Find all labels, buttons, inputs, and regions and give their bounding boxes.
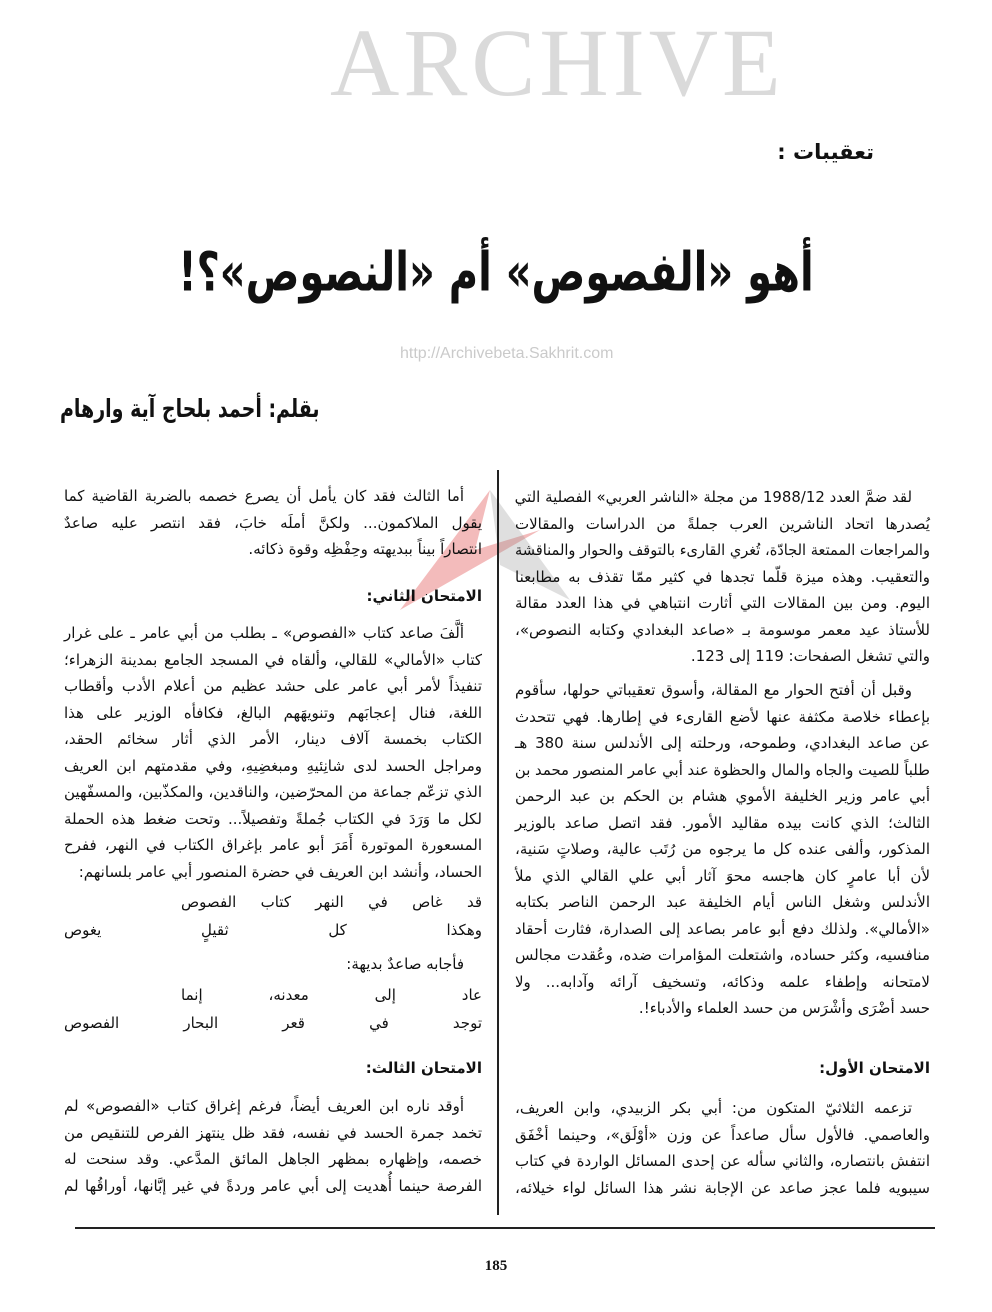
paragraph-line-text: يُصدرها اتحاد الناشرين العرب جملةً من الدراسات والمقالات (515, 514, 930, 533)
paragraph-line (64, 673, 482, 700)
paragraph-line (64, 726, 482, 753)
paragraph-line (515, 1095, 930, 1122)
paragraph-line-text: ومراجل الحسد لدى شانِئيهِ ومبغضِيهِ، وفي مقدمتهم ابن العريف (64, 756, 482, 775)
paragraph-line (64, 832, 482, 859)
right-column-p1 (515, 484, 930, 670)
paragraph-line-text: لامتحانه وإطفاء علمه وذكائه، وتسخيف آرائه وآدابه... ولا (515, 972, 930, 991)
watermark-url: http://Archivebeta.Sakhrit.com (400, 345, 614, 362)
paragraph-line-text: والمراجعات الممتعة الجادّة، تُغري القارىء بالتوقف والحوار والمناقشة (515, 541, 930, 559)
paragraph-line-text: حسد أضْرَى وأشْرَس من حسد العلماء والأدباء!. (638, 999, 930, 1017)
paragraph-line-text: والتي تشغل الصفحات: 119 إلى 123. (690, 647, 930, 665)
paragraph-line (515, 511, 930, 538)
article-byline: بقلم: أحمد بلحاج آية وارهام (60, 394, 320, 424)
section-label: تعقيبات : (777, 140, 874, 164)
verse-line (64, 916, 482, 944)
paragraph-line (64, 779, 482, 806)
paragraph-line (515, 1122, 930, 1149)
verse-text: وهكذا كل ثقيلٍ يغوص (64, 921, 482, 939)
paragraph-line-text: الذي تزعّم جماعة من المحرّضين، والناقدين، والمكذّبين، والمسفّهين (64, 783, 482, 801)
paragraph-line (64, 647, 482, 674)
paragraph-line-text: المسعورة الموتورة أَمَرَ أبو عامر بإغراق الكتاب في النهر، ففرح (64, 836, 482, 854)
paragraph-line (515, 730, 930, 757)
paragraph-line-text: الفرصة حينما أُهديت إلى أبي عامر وردةً في غير إبَّانها، أوراقُها لم (64, 1176, 482, 1195)
paragraph-line (64, 483, 482, 510)
paragraph-line-text: يقول الملاكمون... ولكنَّ أملَه خابَ، فقد انتصر عليه صاعدٌ (64, 513, 482, 532)
paragraph-line-text: وقبل أن أفتح الحوار مع المقالة، وأسوق تعقيباتي حولها، سأقوم (515, 681, 912, 699)
paragraph-line-text: المذكور، وألفى عنده كل ما يرجوه من رُتَب عالية، وصلاتٍ سَنية، (515, 840, 930, 858)
verse-line (181, 981, 482, 1009)
page-number: 185 (484, 1258, 508, 1274)
paragraph-line-text: والتعقيب. وهذه ميزة قلّما تجدها في كثير ممّا تقذف به مطابعنا (515, 567, 930, 586)
paragraph-line-text: الأندلس وشغل الناس أيام الخليفة عبد الرحمن الناصر بكتابه (515, 893, 930, 911)
paragraph-line (515, 863, 930, 890)
paragraph-line-text: أوقد ناره ابن العريف أيضاً، فرغم إغراق كتاب «الفصوص» لم (64, 1097, 464, 1115)
reply-line: فأجابه صاعدٌ بديهة: (346, 955, 464, 973)
paragraph-line (515, 969, 930, 996)
paragraph-line (515, 757, 930, 784)
footer-rule (75, 1227, 935, 1229)
heading-third-exam: الامتحان الثالث: (365, 1059, 482, 1077)
paragraph-line (64, 1120, 482, 1147)
paragraph-line (64, 1146, 482, 1173)
paragraph-line-text: أما الثالث فقد كان يأمل أن يصرع خصمه بالضربة القاضية كما (64, 487, 464, 505)
paragraph-line-text: للأستاذ عيد معمر موسومة بـ «صاعد البغدادي وكتابه النصوص»، (515, 620, 930, 639)
right-column-p2 (515, 677, 930, 1022)
paragraph-line-text: الحساد، وأنشد ابن العريف في حضرة المنصور أبي عامر بلسانهم: (78, 862, 482, 881)
paragraph-line (64, 753, 482, 780)
paragraph-line-text: سيبويه فلما عجز صاعد عن الإجابة نشر هذا السائل لواء خيلائه، (515, 1178, 930, 1197)
left-column-p3 (64, 1093, 482, 1199)
watermark-text: ARCHIVE (330, 9, 785, 116)
paragraph-line-text: الكتاب بخمسة آلاف دينار، الأمر الذي أثار سخائم الحقد، (64, 730, 482, 748)
paragraph-line (515, 810, 930, 837)
paragraph-line-text: كتاب «الأمالي» للقالي، وألقاه في المسجد الجامع بمدينة الزهراء؛ (64, 650, 482, 669)
paragraph-line-text: «الأمالي». ولذلك دفع أبو عامر بصاعد إلى الصدارة، فثارت أحقاد (515, 919, 930, 938)
paragraph-line (515, 484, 930, 511)
paragraph-line (64, 1173, 482, 1200)
verse-1 (64, 888, 482, 944)
paragraph-line (515, 836, 930, 863)
verse-text: عاد إلى معدنه، إنما (181, 986, 482, 1004)
article-title: أهو «الفصوص» أم «النصوص»؟! (178, 241, 814, 305)
paragraph-line (64, 510, 482, 537)
paragraph-line-text: ألَّفَ صاعد كتاب «الفصوص» ـ بطلب من أبي عامر ـ على غرار (64, 624, 464, 642)
paragraph-line (515, 677, 930, 704)
verse-line (64, 1009, 482, 1037)
paragraph-line-text: انتفش بانتصاره، والثاني سأله عن إحدى المسائل الواردة في كتاب (515, 1152, 930, 1170)
paragraph-line (515, 942, 930, 969)
paragraph-line-text: اللغة، فنال إعجابَهم وتنويهَهم البالغ، فكافأه الوزير على هذا (64, 703, 482, 722)
paragraph-line (515, 643, 930, 670)
paragraph-line (64, 859, 482, 886)
paragraph-line-text: الثالث؛ الذي كانت بيده مقاليد الأمور. فقد اتصل صاعد بالوزير (515, 813, 930, 832)
paragraph-line (515, 889, 930, 916)
paragraph-line-text: لأن أبا عامرٍ كان هاجسه محوَ آثار أبي علي القالي الذي ملأ (515, 866, 930, 885)
paragraph-line-text: والعاصمي. فالأول سأل صاعداً عن وزن «أوْلَق»، وحينما أخْفَق (515, 1125, 930, 1144)
heading-second-exam: الامتحان الثاني: (366, 587, 482, 605)
paragraph-line (515, 704, 930, 731)
verse-text: قد غاص في النهر كتاب الفصوص (181, 893, 482, 911)
paragraph-line (64, 620, 482, 647)
paragraph-line (64, 700, 482, 727)
heading-first-exam: الامتحان الأول: (819, 1059, 930, 1077)
paragraph-line-text: لقد ضمَّ العدد 1988/12 من مجلة «الناشر العربي» الفصلية التي (514, 488, 912, 506)
paragraph-line (515, 1175, 930, 1202)
paragraph-line (515, 995, 930, 1022)
paragraph-line-text: اليوم. ومن بين المقالات التي أثارت انتباهي في هذا العدد مقالة (515, 594, 930, 612)
paragraph-line-text: عن صاعد البغدادي، وطموحه، ورحلته إلى الأندلس سنة 380 هـ (515, 734, 931, 752)
paragraph-line-text: بإعطاء خلاصة مكثفة عنها لأضع القارىء في إطارها. فهي تتحدث (515, 707, 930, 726)
paragraph-line (515, 537, 930, 564)
paragraph-line-text: تخمد جمرة الحسد في نفسه، فقد ظل ينتهز الفرص للتنقيص من (64, 1123, 482, 1142)
paragraph-line (515, 590, 930, 617)
paragraph-line (515, 1148, 930, 1175)
right-column-p3 (515, 1095, 930, 1201)
paragraph-line-text: طلباً للصيت والجاه والمال والحظوة عند أبي عامر المنصور محمد بن (514, 760, 930, 779)
column-divider (497, 470, 499, 1215)
paragraph-line (64, 1093, 482, 1120)
paragraph-line-text: أبي عامر وزير الخليفة الأموي هشام بن الحكم بن عبد الرحمن (515, 787, 930, 805)
paragraph-line-text: انتصاراً بيناً ببديهته وحِفْظِه وقوة ذكائه. (248, 540, 482, 558)
paragraph-line (515, 916, 930, 943)
verse-line (181, 888, 482, 916)
paragraph-line (64, 806, 482, 833)
verse-2 (64, 981, 482, 1037)
paragraph-line-text: تنفيذاً لأمر أبي عامر على حشد عظيم من أعلام الأدب وأقطاب (64, 677, 482, 695)
paragraph-line (64, 536, 482, 563)
left-column-p2 (64, 620, 482, 885)
verse-text: توجد في قعر البحار الفصوص (64, 1014, 482, 1032)
paragraph-line-text: تزعمه الثلاثيّ المتكون من: أبي بكر الزبيدي، وابن العريف، (515, 1099, 912, 1117)
paragraph-line (515, 564, 930, 591)
paragraph-line (515, 783, 930, 810)
paragraph-line-text: لكل ما وَرَدَ في الكتاب جُملةً وتفصيلاً... وتحت ضغط هذه الحملة (64, 809, 482, 828)
paragraph-line-text: منافسيه، وكثر حساده، واشتعلت المؤامرات ضده، وعُقدت مجالس (515, 946, 930, 964)
paragraph-line-text: خصمه، وإظهاره بمظهر الجاهل المائق المدَّعي. وقد سنحت له (64, 1150, 482, 1168)
paragraph-line (515, 617, 930, 644)
left-column-p1 (64, 483, 482, 563)
